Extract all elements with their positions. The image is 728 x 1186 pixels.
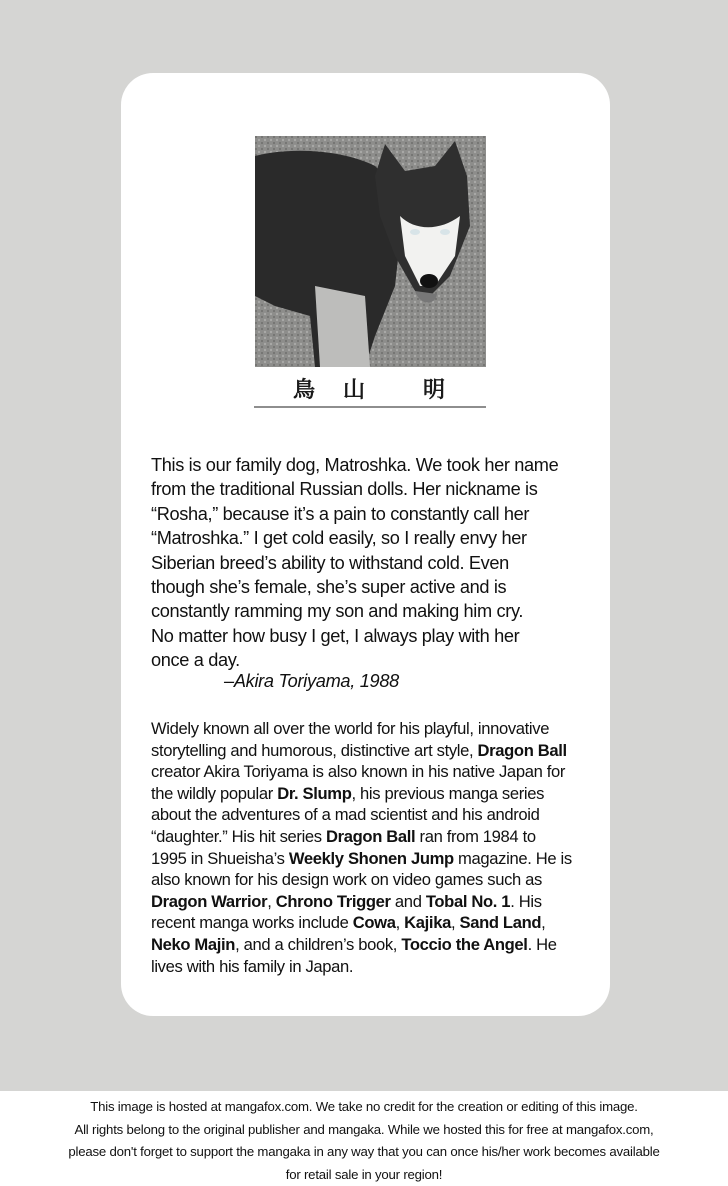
bio-title: Dragon Ball	[326, 827, 415, 846]
bio-title: Tobal No. 1	[426, 892, 510, 911]
bio-line	[151, 826, 601, 848]
quote-line: “Matroshka.” I get cold easily, so I really envy her	[151, 526, 601, 550]
name-char: 明	[423, 373, 445, 404]
quote-line: constantly ramming my son and making him cry.	[151, 599, 601, 623]
quote-line: “Rosha,” because it’s a pain to constantly call her	[151, 502, 601, 526]
bio-text: , and a children’s book,	[235, 935, 401, 954]
disclaimer-line: please don't forget to support the mangaka in any way that you can once his/her work becomes available	[0, 1141, 728, 1164]
bio-line	[151, 956, 601, 978]
bio-text: creator Akira Toriyama is also known in his native Japan for	[151, 762, 565, 781]
bio-line	[151, 848, 601, 870]
disclaimer-line: This image is hosted at mangafox.com. We take no credit for the creation or editing of this image.	[0, 1096, 728, 1119]
bio-line	[151, 869, 601, 891]
bio-text: the wildly popular	[151, 784, 277, 803]
bio-text: Widely known all over the world for his playful, innovative	[151, 719, 549, 738]
bio-title: Chrono Trigger	[276, 892, 391, 911]
name-char: 山	[343, 373, 365, 404]
bio-title: Dr. Slump	[277, 784, 351, 803]
disclaimer-line: All rights belong to the original publisher and mangaka. While we hosted this for free at mangafox.com,	[0, 1119, 728, 1142]
bio-title: Neko Majin	[151, 935, 235, 954]
dog-photo	[255, 136, 486, 367]
bio-line	[151, 934, 601, 956]
quote-line: though she’s female, she’s super active and is	[151, 575, 601, 599]
bio-title: Kajika	[404, 913, 451, 932]
bio-text: recent manga works include	[151, 913, 353, 932]
bio-title: Dragon Warrior	[151, 892, 267, 911]
bio-line	[151, 804, 601, 826]
quote-line: Siberian breed’s ability to withstand cold. Even	[151, 551, 601, 575]
bio-title: Weekly Shonen Jump	[289, 849, 454, 868]
quote-line: from the traditional Russian dolls. Her nickname is	[151, 477, 601, 501]
quote-line: once a day.	[151, 648, 601, 672]
bio-line	[151, 740, 601, 762]
bio-text: ran from 1984 to	[415, 827, 535, 846]
bio-text: . His	[510, 892, 541, 911]
bio-text: , his previous manga series	[352, 784, 545, 803]
quote-signature: –Akira Toriyama, 1988	[224, 671, 399, 692]
bio-line	[151, 718, 601, 740]
bio-text: 1995 in Shueisha’s	[151, 849, 289, 868]
bio-text: ,	[267, 892, 276, 911]
bio-text: . He	[528, 935, 557, 954]
bio-text: “daughter.” His hit series	[151, 827, 326, 846]
bio-line	[151, 783, 601, 805]
bio-line	[151, 891, 601, 913]
bio-title: Dragon Ball	[478, 741, 567, 760]
bio-text: lives with his family in Japan.	[151, 957, 353, 976]
bio-text: ,	[396, 913, 405, 932]
bio-text: magazine. He is	[454, 849, 572, 868]
author-name-japanese	[255, 371, 486, 407]
quote-line: No matter how busy I get, I always play with her	[151, 624, 601, 648]
bio-title: Toccio the Angel	[401, 935, 527, 954]
bio-line	[151, 761, 601, 783]
bio-title: Cowa	[353, 913, 396, 932]
bio-title: Sand Land	[459, 913, 541, 932]
author-quote	[151, 453, 601, 673]
hosting-disclaimer	[0, 1096, 728, 1186]
disclaimer-line: for retail sale in your region!	[0, 1164, 728, 1186]
divider	[254, 406, 486, 408]
bio-text: ,	[451, 913, 460, 932]
bio-text: also known for his design work on video games such as	[151, 870, 542, 889]
bio-text: and	[391, 892, 426, 911]
name-char: 鳥	[293, 373, 315, 404]
bio-text: ,	[541, 913, 545, 932]
bio-line	[151, 912, 601, 934]
author-bio	[151, 718, 601, 977]
bio-text: storytelling and humorous, distinctive art style,	[151, 741, 478, 760]
bio-text: about the adventures of a mad scientist and his android	[151, 805, 539, 824]
quote-line: This is our family dog, Matroshka. We took her name	[151, 453, 601, 477]
author-card	[121, 73, 610, 1016]
dog-photo-icon	[255, 136, 486, 367]
